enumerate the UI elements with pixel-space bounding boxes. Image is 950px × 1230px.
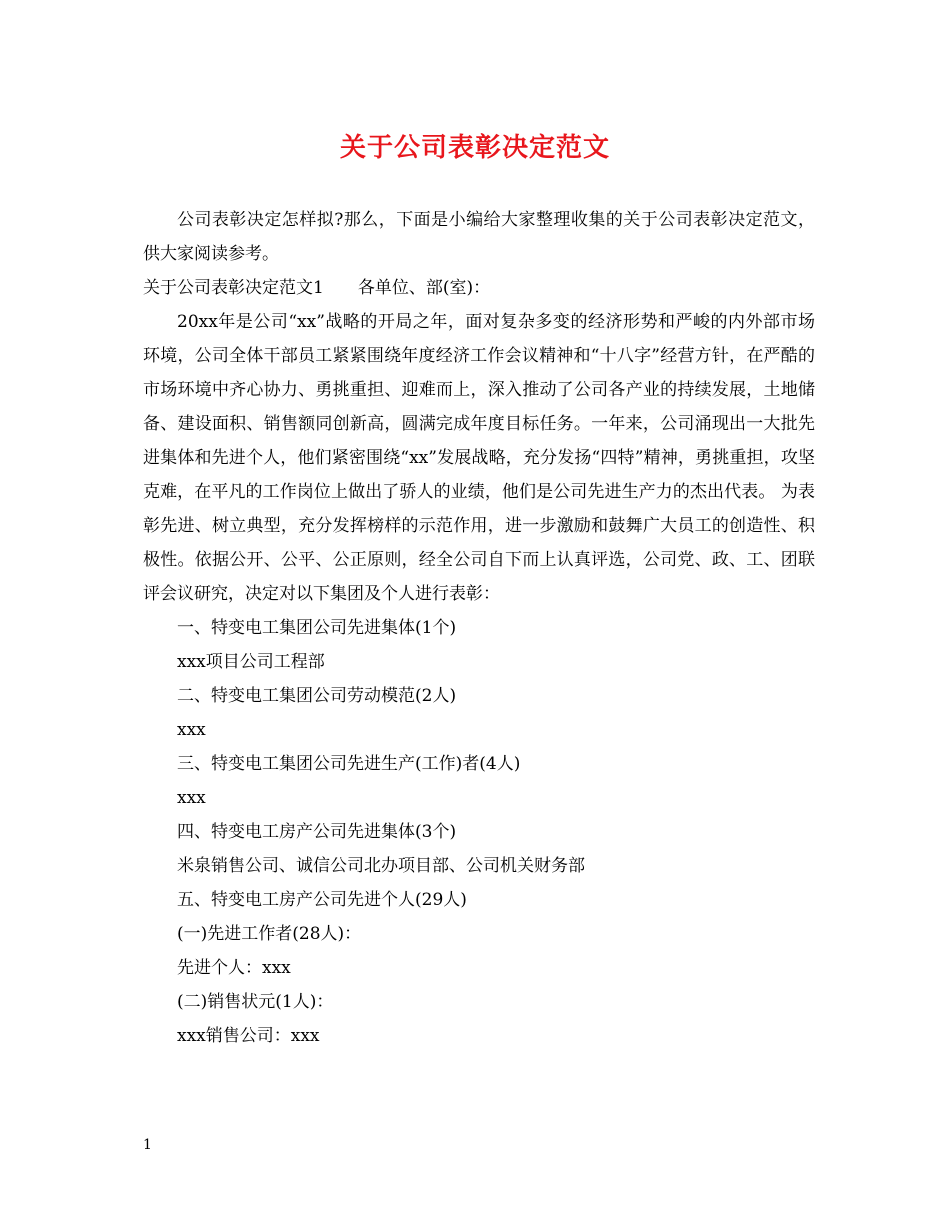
award-list (143, 611, 815, 1053)
list-item: 五、特变电工房产公司先进个人(29人) (177, 890, 467, 910)
list-item: xxx (177, 720, 206, 740)
intro-paragraph: 公司表彰决定怎样拟?那么，下面是小编给大家整理收集的关于公司表彰决定范文，供大家阅读参考。 (143, 210, 815, 264)
list-item: xxx (177, 788, 206, 808)
list-item: (二)销售状元(1人)： (177, 992, 334, 1012)
list-item: xxx销售公司：xxx (177, 1026, 320, 1046)
main-paragraph: 20xx年是公司“xx”战略的开局之年，面对复杂多变的经济形势和严峻的内外部市场环境，公司全体干部员工紧紧围绕年度经济工作会议精神和“十八字”经营方针，在严酷的市场环境中齐心协力、勇挑重担、迎难而上，深入推动了公司各产业的持续发展，土地储备、建设面积、销售额同创新高，圆满完成年度目标任务。一年来，公司涌现出一大批先进集体和先进个人，他们紧密围绕“xx”发展战略，充分发扬“四特”精神，勇挑重担，攻坚克难，在平凡的工作岗位上做出了骄人的业绩，他们是公司先进生产力的杰出代表。 为表彰先进、树立典型，充分发挥榜样的示范作用，进一步激励和鼓舞广大员工的创造性、积极性。依据公开、公平、公正原则，经全公司自下而上认真评选，公司党、政、工、团联评会议研究，决定对以下集团及个人进行表彰： (143, 312, 815, 604)
list-item: 二、特变电工集团公司劳动模范(2人) (177, 686, 457, 706)
salutation: 各单位、部(室)： (357, 278, 491, 298)
list-item: 米泉销售公司、诚信公司北办项目部、公司机关财务部 (177, 856, 585, 876)
document-title: 关于公司表彰决定范文 (339, 133, 610, 163)
section-heading-line (143, 271, 815, 305)
list-item: 三、特变电工集团公司先进生产(工作)者(4人) (177, 754, 521, 774)
list-item: 一、特变电工集团公司先进集体(1个) (177, 618, 457, 638)
document-body (143, 203, 815, 1053)
page-number: 1 (143, 1137, 152, 1153)
section-heading: 关于公司表彰决定范文1 (143, 278, 324, 298)
list-item: 四、特变电工房产公司先进集体(3个) (177, 822, 457, 842)
list-item: (一)先进工作者(28人)： (177, 924, 362, 944)
list-item: 先进个人：xxx (177, 958, 291, 978)
list-item: xxx项目公司工程部 (177, 652, 325, 672)
